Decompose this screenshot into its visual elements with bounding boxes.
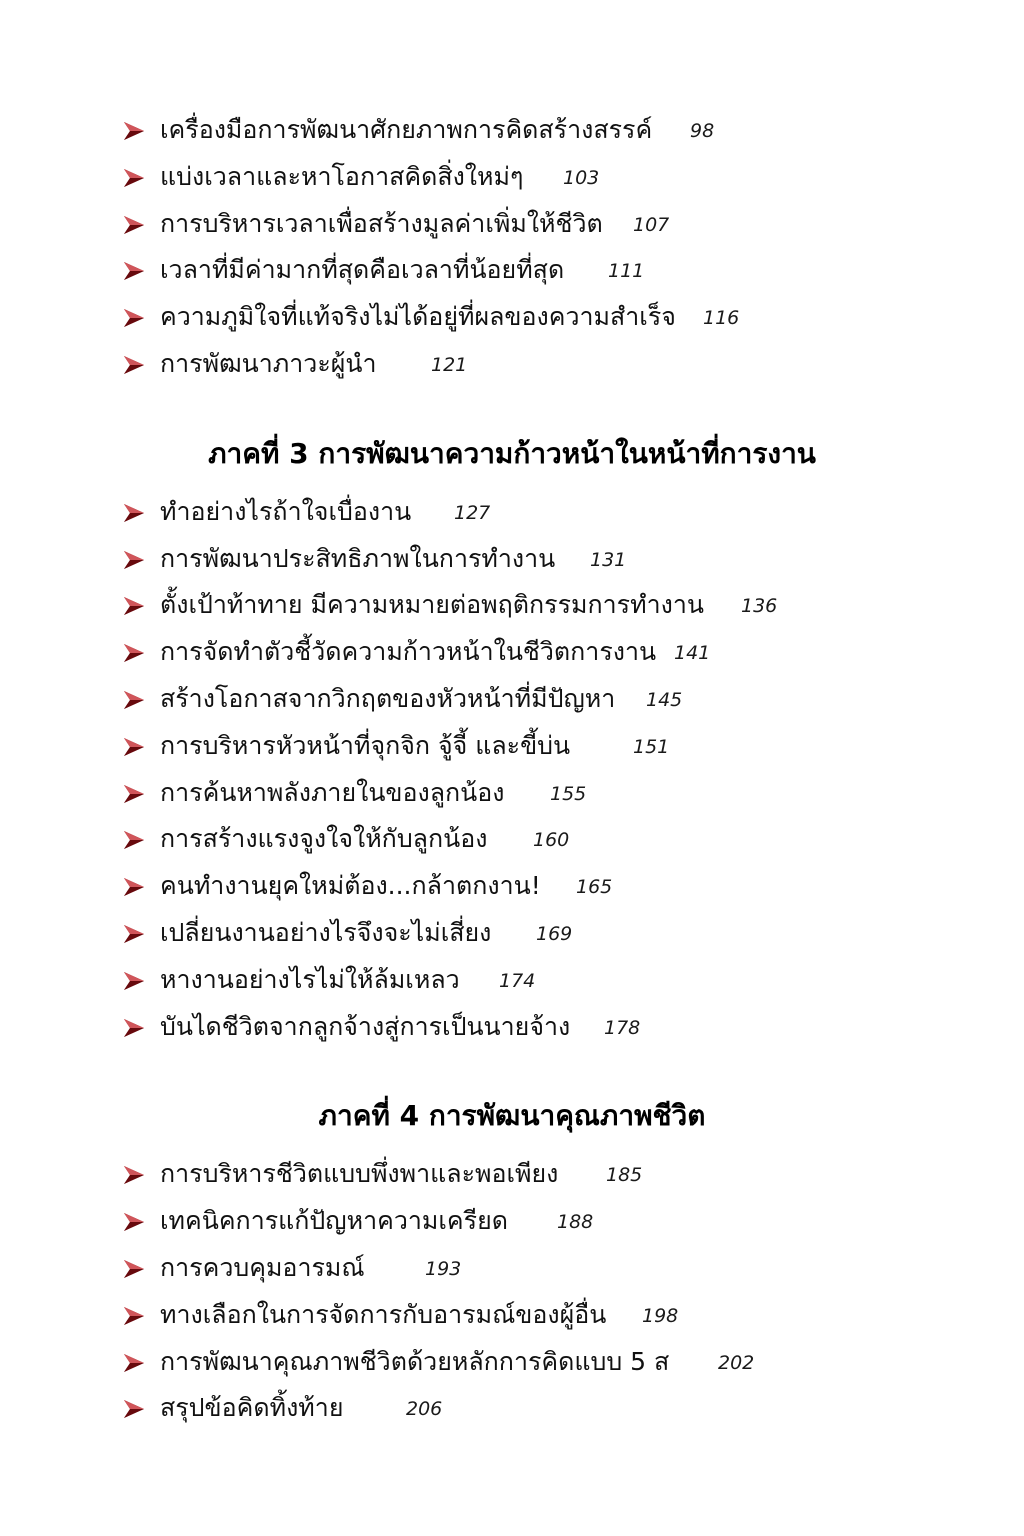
entry-title: เปลี่ยนงานอย่างไรจึงจะไม่เสี่ยง (160, 917, 492, 947)
entry-title: ความภูมิใจที่แท้จริงไม่ได้อยู่ที่ผลของความสำเร็จ (160, 302, 676, 332)
entry-title: หางานอย่างไรไม่ให้ล้มเหลว (160, 964, 460, 994)
entry-page-number: 198 (642, 1304, 679, 1327)
arrow-bullet-icon (122, 1399, 146, 1419)
section-heading: ภาคที่ 3 การพัฒนาความก้าวหน้าในหน้าที่การงาน (208, 436, 816, 470)
toc-entry (0, 583, 1024, 630)
entry-title: สร้างโอกาสจากวิกฤตของหัวหน้าที่มีปัญหา (160, 683, 616, 713)
entry-title: ทางเลือกในการจัดการกับอารมณ์ของผู้อื่น (160, 1299, 607, 1329)
toc-entry (0, 1386, 1024, 1433)
entry-page-number: 116 (703, 307, 740, 330)
entry-title: การบริหารชีวิตแบบพึ่งพาและพอเพียง (160, 1159, 559, 1189)
toc-entry (0, 911, 1024, 958)
toc-entry (0, 1246, 1024, 1293)
section-heading: ภาคที่ 4 การพัฒนาคุณภาพชีวิต (318, 1099, 706, 1133)
entry-title: คนทำงานยุคใหม่ต้อง...กล้าตกงาน! (160, 871, 541, 901)
arrow-bullet-icon (122, 830, 146, 850)
entry-page-number: 160 (533, 829, 570, 852)
table-of-contents (0, 108, 1024, 1433)
entry-title: การค้นหาพลังภายในของลูกน้อง (160, 777, 505, 807)
arrow-bullet-icon (122, 503, 146, 523)
entry-title: การพัฒนาประสิทธิภาพในการทำงาน (160, 543, 556, 573)
entry-title: การบริหารเวลาเพื่อสร้างมูลค่าเพิ่มให้ชีวิต (160, 208, 603, 238)
arrow-bullet-icon (122, 877, 146, 897)
toc-entry (0, 1199, 1024, 1246)
arrow-bullet-icon (122, 1212, 146, 1232)
entry-page-number: 165 (576, 876, 613, 899)
entry-title: การสร้างแรงจูงใจให้กับลูกน้อง (160, 824, 488, 854)
arrow-bullet-icon (122, 596, 146, 616)
entry-page-number: 193 (425, 1257, 462, 1280)
arrow-bullet-icon (122, 784, 146, 804)
entry-title: บันไดชีวิตจากลูกจ้างสู่การเป็นนายจ้าง (160, 1011, 571, 1041)
toc-entry (0, 817, 1024, 864)
toc-entry (0, 958, 1024, 1005)
entry-page-number: 145 (646, 688, 683, 711)
toc-entry (0, 537, 1024, 584)
entry-page-number: 131 (590, 548, 627, 571)
arrow-bullet-icon (122, 550, 146, 570)
entry-title: เวลาที่มีค่ามากที่สุดคือเวลาที่น้อยที่สุด (160, 255, 565, 285)
entry-title: ทำอย่างไรถ้าใจเบื่องาน (160, 496, 412, 526)
toc-entry (0, 1340, 1024, 1387)
arrow-bullet-icon (122, 1353, 146, 1373)
toc-entry (0, 677, 1024, 724)
entry-title: เครื่องมือการพัฒนาศักยภาพการคิดสร้างสรรค์ (160, 115, 653, 144)
toc-entry (0, 202, 1024, 249)
entry-page-number: 188 (557, 1211, 594, 1234)
entry-title: เทคนิคการแก้ปัญหาความเครียด (160, 1206, 508, 1236)
arrow-bullet-icon (122, 924, 146, 944)
entry-title: การควบคุมอารมณ์ (160, 1252, 365, 1282)
toc-entry (0, 248, 1024, 295)
toc-entry (0, 342, 1024, 389)
entry-page-number: 98 (690, 120, 715, 142)
entry-page-number: 107 (633, 213, 670, 236)
entry-title: การจัดทำตัวชี้วัดความก้าวหน้าในชีวิตการงาน (160, 637, 657, 667)
entry-title: สรุปข้อคิดทิ้งท้าย (160, 1393, 344, 1423)
arrow-bullet-icon (122, 215, 146, 235)
toc-group (0, 389, 1024, 1052)
arrow-bullet-icon (122, 1018, 146, 1038)
arrow-bullet-icon (122, 308, 146, 328)
entry-page-number: 178 (604, 1016, 641, 1039)
toc-entry (0, 771, 1024, 818)
toc-group (0, 108, 1024, 389)
arrow-bullet-icon (122, 355, 146, 375)
toc-entry (0, 295, 1024, 342)
arrow-bullet-icon (122, 1165, 146, 1185)
toc-entry (0, 1293, 1024, 1340)
arrow-bullet-icon (122, 121, 146, 141)
arrow-bullet-icon (122, 690, 146, 710)
arrow-bullet-icon (122, 261, 146, 281)
toc-entry (0, 1005, 1024, 1052)
entry-page-number: 151 (633, 735, 670, 758)
arrow-bullet-icon (122, 737, 146, 757)
arrow-bullet-icon (122, 643, 146, 663)
entry-page-number: 185 (606, 1164, 643, 1187)
entry-page-number: 174 (499, 969, 536, 992)
entry-page-number: 169 (536, 922, 573, 945)
entry-title: การพัฒนาคุณภาพชีวิตด้วยหลักการคิดแบบ 5 ส (160, 1346, 670, 1376)
arrow-bullet-icon (122, 1306, 146, 1326)
entry-page-number: 136 (741, 595, 778, 618)
toc-group (0, 1051, 1024, 1433)
toc-entry (0, 1152, 1024, 1199)
entry-title: แบ่งเวลาและหาโอกาสคิดสิ่งใหม่ๆ (160, 161, 524, 191)
entry-title: การพัฒนาภาวะผู้นำ (160, 348, 377, 378)
entry-page-number: 111 (608, 260, 645, 283)
entry-title: การบริหารหัวหน้าที่จุกจิก จู้จี้ และขี้บ่น (160, 730, 571, 760)
toc-entry (0, 155, 1024, 202)
toc-entry (0, 490, 1024, 537)
toc-entry (0, 864, 1024, 911)
toc-entry (0, 108, 1024, 155)
entry-page-number: 202 (718, 1351, 755, 1374)
arrow-bullet-icon (122, 971, 146, 991)
arrow-bullet-icon (122, 1259, 146, 1279)
arrow-bullet-icon (122, 168, 146, 188)
entry-page-number: 155 (550, 782, 587, 805)
entry-page-number: 206 (406, 1398, 443, 1421)
entry-page-number: 141 (674, 642, 711, 665)
toc-entry (0, 630, 1024, 677)
entry-title: ตั้งเป้าท้าทาย มีความหมายต่อพฤติกรรมการทำงาน (160, 590, 704, 620)
entry-page-number: 103 (563, 166, 600, 189)
entry-page-number: 121 (431, 353, 468, 376)
toc-entry (0, 724, 1024, 771)
entry-page-number: 127 (454, 501, 491, 524)
